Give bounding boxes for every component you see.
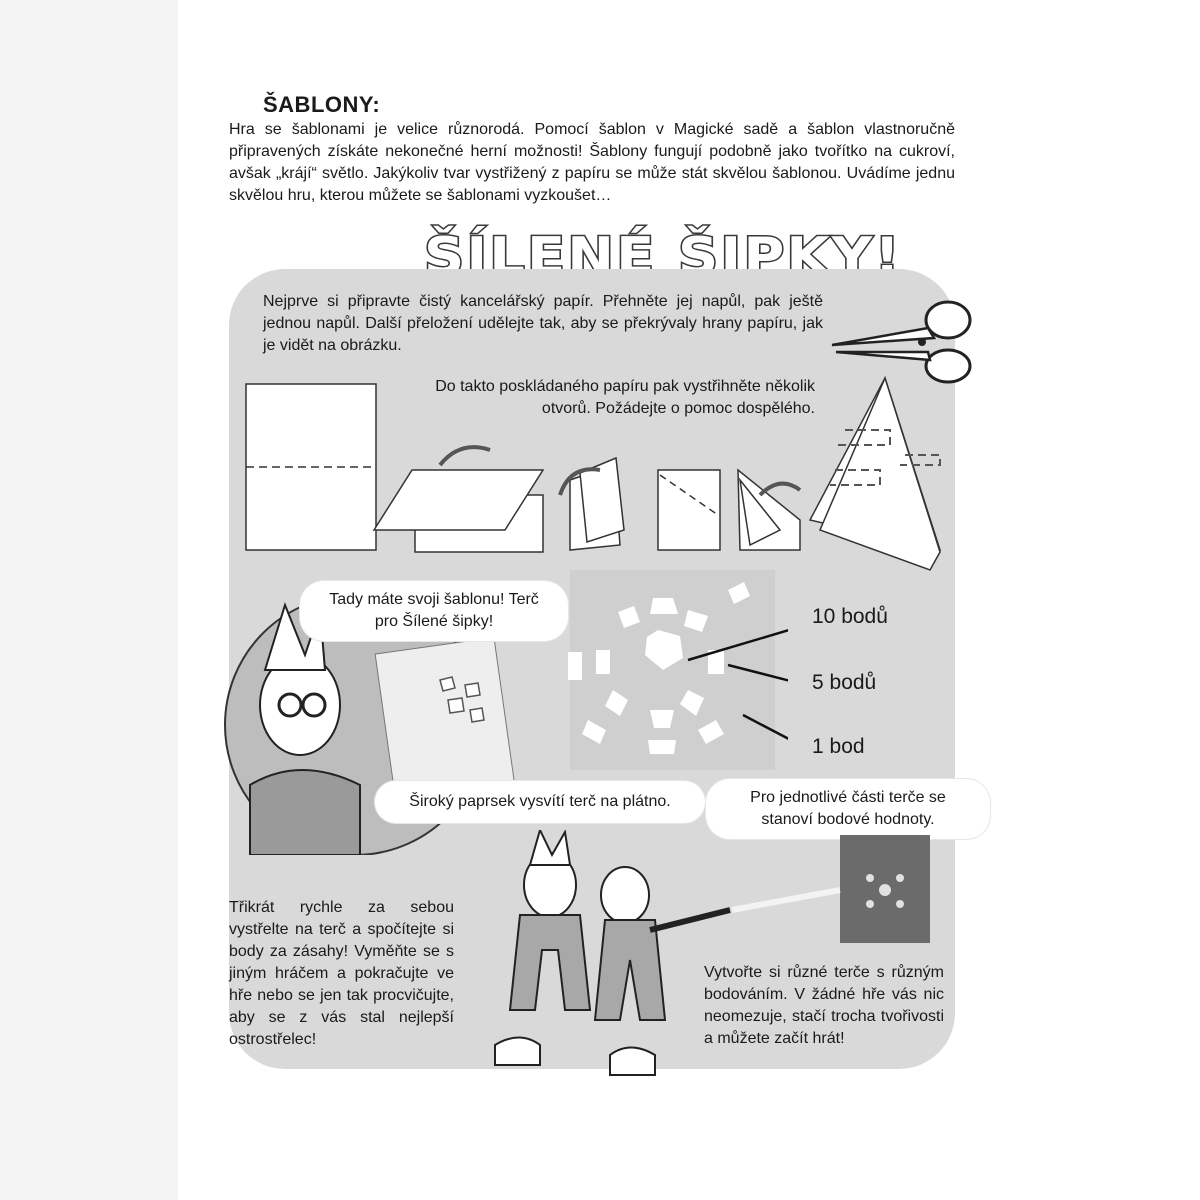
page-margin [0, 0, 178, 1200]
folding-diagram [240, 370, 950, 595]
create-targets-text: Vytvořte si různé terče s různým bodováním. V žádné hře vás nic neomezuje, stačí trocha tvořivosti a můžete začít hrát! [704, 964, 944, 1047]
shooting-characters-illustration [480, 830, 940, 1090]
projected-target [548, 570, 788, 775]
intro-paragraph: Hra se šablonami je velice různorodá. Pomocí šablon v Magické sadě a šablon vlastnoručně připravených získáte nekonečné herní možnosti! Šablony fungují podobně jako tvořítko na cukroví, avšak „krájí“ světlo. Jakýkoliv tvar vystřižený z papíru se může stát skvělou šablonou. Uvádíme jednu skvělou hru, kterou můžete se šablonami vyzkoušet… [229, 121, 955, 204]
game-title-text: ŠÍLENÉ ŠIPKY! [424, 227, 870, 284]
step2-text: Do takto poskládaného papíru pak vystřihněte několik otvorů. Požádejte o pomoc dospělého. [435, 378, 815, 417]
step1-text: Nejprve si připravte čistý kancelářský papír. Přehněte jej napůl, pak ještě jednou napůl. Další přeložení udělejte tak, aby se překrývaly hrany papíru, jak je vidět na obrázku. [263, 293, 823, 354]
section-heading: ŠABLONY: [263, 92, 381, 117]
speech-bubble-template: Tady máte svoji šablonu! Terč pro Šílené šipky! [300, 581, 568, 641]
points-label-5: 5 bodů [812, 671, 877, 694]
shoot-instructions: Třikrát rychle za sebou vystřelte na terč a spočítejte si body za zásahy! Vyměňte se s jiným hráčem a pokračujte ve hře nebo se jen tak procvičujte, aby se z vás stal nejlepší ostrostřelec! [229, 899, 454, 1048]
speech-bubble-points: Pro jednotlivé části terče se stanoví bodové hodnoty. [706, 779, 990, 839]
points-label-10: 10 bodů [812, 605, 888, 628]
points-label-1: 1 bod [812, 735, 865, 758]
template-sheet [375, 637, 515, 802]
speech-bubble-beam: Široký paprsek vysvítí terč na plátno. [375, 781, 705, 823]
